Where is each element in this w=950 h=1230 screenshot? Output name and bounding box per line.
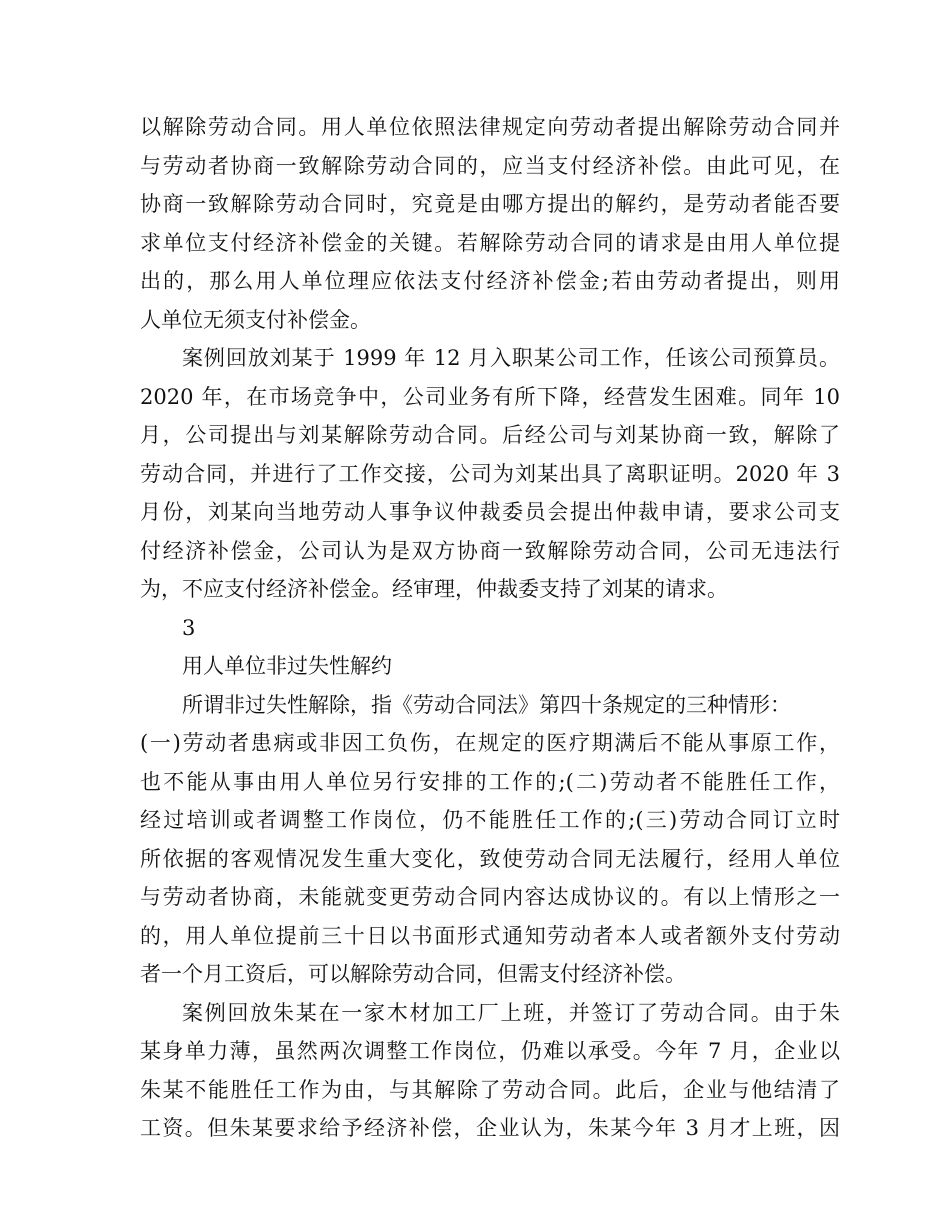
- document-body: [140, 108, 840, 1148]
- paragraph-line: 者一个月工资后，可以解除劳动合同，但需支付经济补偿。: [140, 962, 686, 986]
- paragraph-line: 所谓非过失性解除，指《劳动合同法》第四十条规定的三种情形：: [182, 692, 791, 717]
- paragraph-line: 为，不应支付经济补偿金。经审理，仲裁委支持了刘某的请求。: [140, 577, 728, 601]
- paragraph-line: 工资。但朱某要求给予经济补偿，企业认为，朱某今年 3 月才上班，因: [140, 1116, 840, 1140]
- paragraph-line: 以解除劳动合同。用人单位依照法律规定向劳动者提出解除劳动合同并: [140, 115, 840, 139]
- section-heading: 用人单位非过失性解约: [182, 654, 392, 678]
- paragraph-line: 月份，刘某向当地劳动人事争议仲裁委员会提出仲裁申请，要求公司支: [140, 500, 840, 524]
- paragraph-line: 所依据的客观情况发生重大变化，致使劳动合同无法履行，经用人单位: [140, 846, 840, 871]
- paragraph-line: 求单位支付经济补偿金的关键。若解除劳动合同的请求是由用人单位提: [140, 230, 840, 255]
- paragraph-line: 与劳动者协商一致解除劳动合同的，应当支付经济补偿。由此可见，在: [140, 153, 840, 178]
- paragraph-line: 的，用人单位提前三十日以书面形式通知劳动者本人或者额外支付劳动: [140, 923, 840, 948]
- paragraph-line: 经过培训或者调整工作岗位，仍不能胜任工作的;(三)劳动合同订立时: [140, 808, 840, 832]
- paragraph-line: 人单位无须支付补偿金。: [140, 307, 371, 332]
- paragraph-line: 月，公司提出与刘某解除劳动合同。后经公司与刘某协商一致，解除了: [140, 423, 840, 447]
- paragraph-line: 付经济补偿金，公司认为是双方协商一致解除劳动合同，公司无违法行: [140, 538, 840, 563]
- paragraph-line: 出的，那么用人单位理应依法支付经济补偿金;若由劳动者提出，则用: [140, 269, 840, 293]
- paragraph-line: 案例回放朱某在一家木材加工厂上班，并签订了劳动合同。由于朱: [182, 1000, 840, 1025]
- paragraph-line: (一)劳动者患病或非因工负伤，在规定的医疗期满后不能从事原工作，: [140, 731, 840, 755]
- section-number: 3: [182, 615, 196, 640]
- paragraph-line: 朱某不能胜任工作为由，与其解除了劳动合同。此后，企业与他结清了: [140, 1077, 840, 1102]
- paragraph-line: 与劳动者协商，未能就变更劳动合同内容达成协议的。有以上情形之一: [140, 885, 840, 909]
- paragraph-line: 也不能从事由用人单位另行安排的工作的;(二)劳动者不能胜任工作，: [140, 769, 840, 794]
- paragraph-line: 协商一致解除劳动合同时，究竟是由哪方提出的解约，是劳动者能否要: [140, 192, 840, 216]
- paragraph-line: 案例回放刘某于 1999 年 12 月入职某公司工作，任该公司预算员。: [182, 346, 840, 370]
- paragraph-line: 劳动合同，并进行了工作交接，公司为刘某出具了离职证明。2020 年 3: [140, 461, 840, 486]
- paragraph-line: 某身单力薄，虽然两次调整工作岗位，仍难以承受。今年 7 月，企业以: [140, 1039, 840, 1063]
- paragraph-line: 2020 年，在市场竞争中，公司业务有所下降，经营发生困难。同年 10: [140, 384, 840, 409]
